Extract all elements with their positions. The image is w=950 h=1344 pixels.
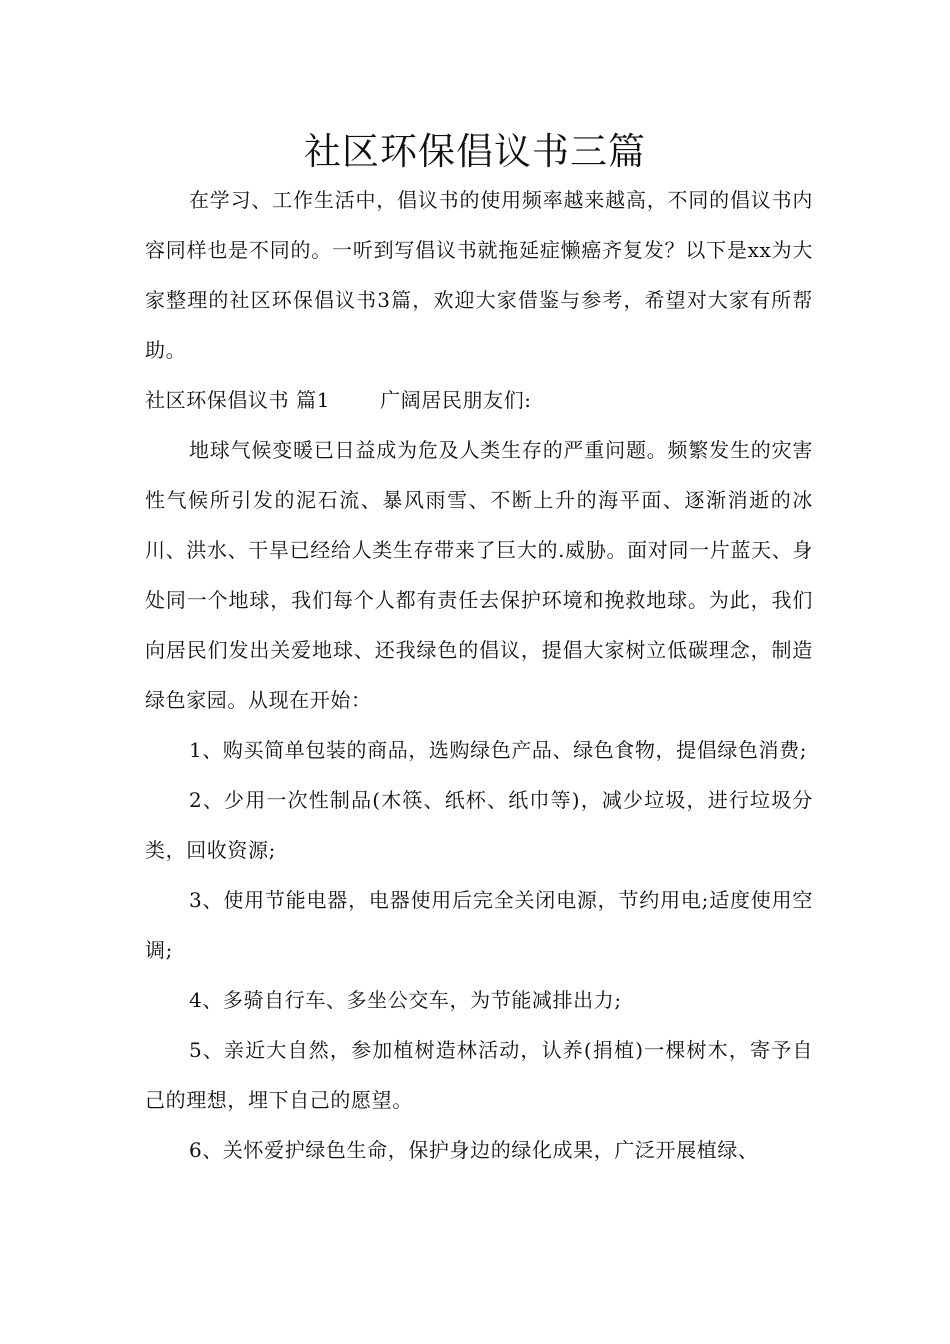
- section-heading: 社区环保倡议书 篇1: [145, 388, 331, 412]
- document-body: [145, 175, 813, 1175]
- list-item-5: 5、亲近大自然，参加植树造林活动，认养(捐植)一棵树木，寄予自己的理想，埋下自己的愿望。: [145, 1038, 813, 1112]
- body-paragraph: 地球气候变暖已日益成为危及人类生存的严重问题。频繁发生的灾害性气候所引发的泥石流、暴风雨雪、不断上升的海平面、逐渐消逝的冰川、洪水、干旱已经给人类生存带来了巨大的.威胁。面对同一片蓝天、身处同一个地球，我们每个人都有责任去保护环境和挽救地球。为此，我们向居民们发出关爱地球、还我绿色的倡议，提倡大家树立低碳理念，制造绿色家园。从现在开始：: [145, 438, 813, 712]
- list-item-2: 2、少用一次性制品(木筷、纸杯、纸巾等)，减少垃圾，进行垃圾分类，回收资源;: [145, 788, 813, 862]
- list-item-4: 4、多骑自行车、多坐公交车，为节能减排出力;: [189, 988, 622, 1012]
- salutation: 广阔居民朋友们:: [380, 388, 532, 412]
- list-item-6: 6、关怀爱护绿色生命，保护身边的绿化成果，广泛开展植绿、: [189, 1138, 759, 1162]
- intro-paragraph: 在学习、工作生活中，倡议书的使用频率越来越高，不同的倡议书内容同样也是不同的。一听到写倡议书就拖延症懒癌齐复发？以下是xx为大家整理的社区环保倡议书3篇，欢迎大家借鉴与参考，希望对大家有所帮助。: [145, 188, 813, 362]
- list-item-3: 3、使用节能电器，电器使用后完全关闭电源，节约用电;适度使用空调;: [145, 888, 813, 962]
- document-title: 社区环保倡议书三篇: [304, 130, 646, 173]
- section-heading-line: [145, 375, 813, 425]
- list-item-1: 1、购买简单包装的商品，选购绿色产品、绿色食物，提倡绿色消费;: [189, 738, 808, 762]
